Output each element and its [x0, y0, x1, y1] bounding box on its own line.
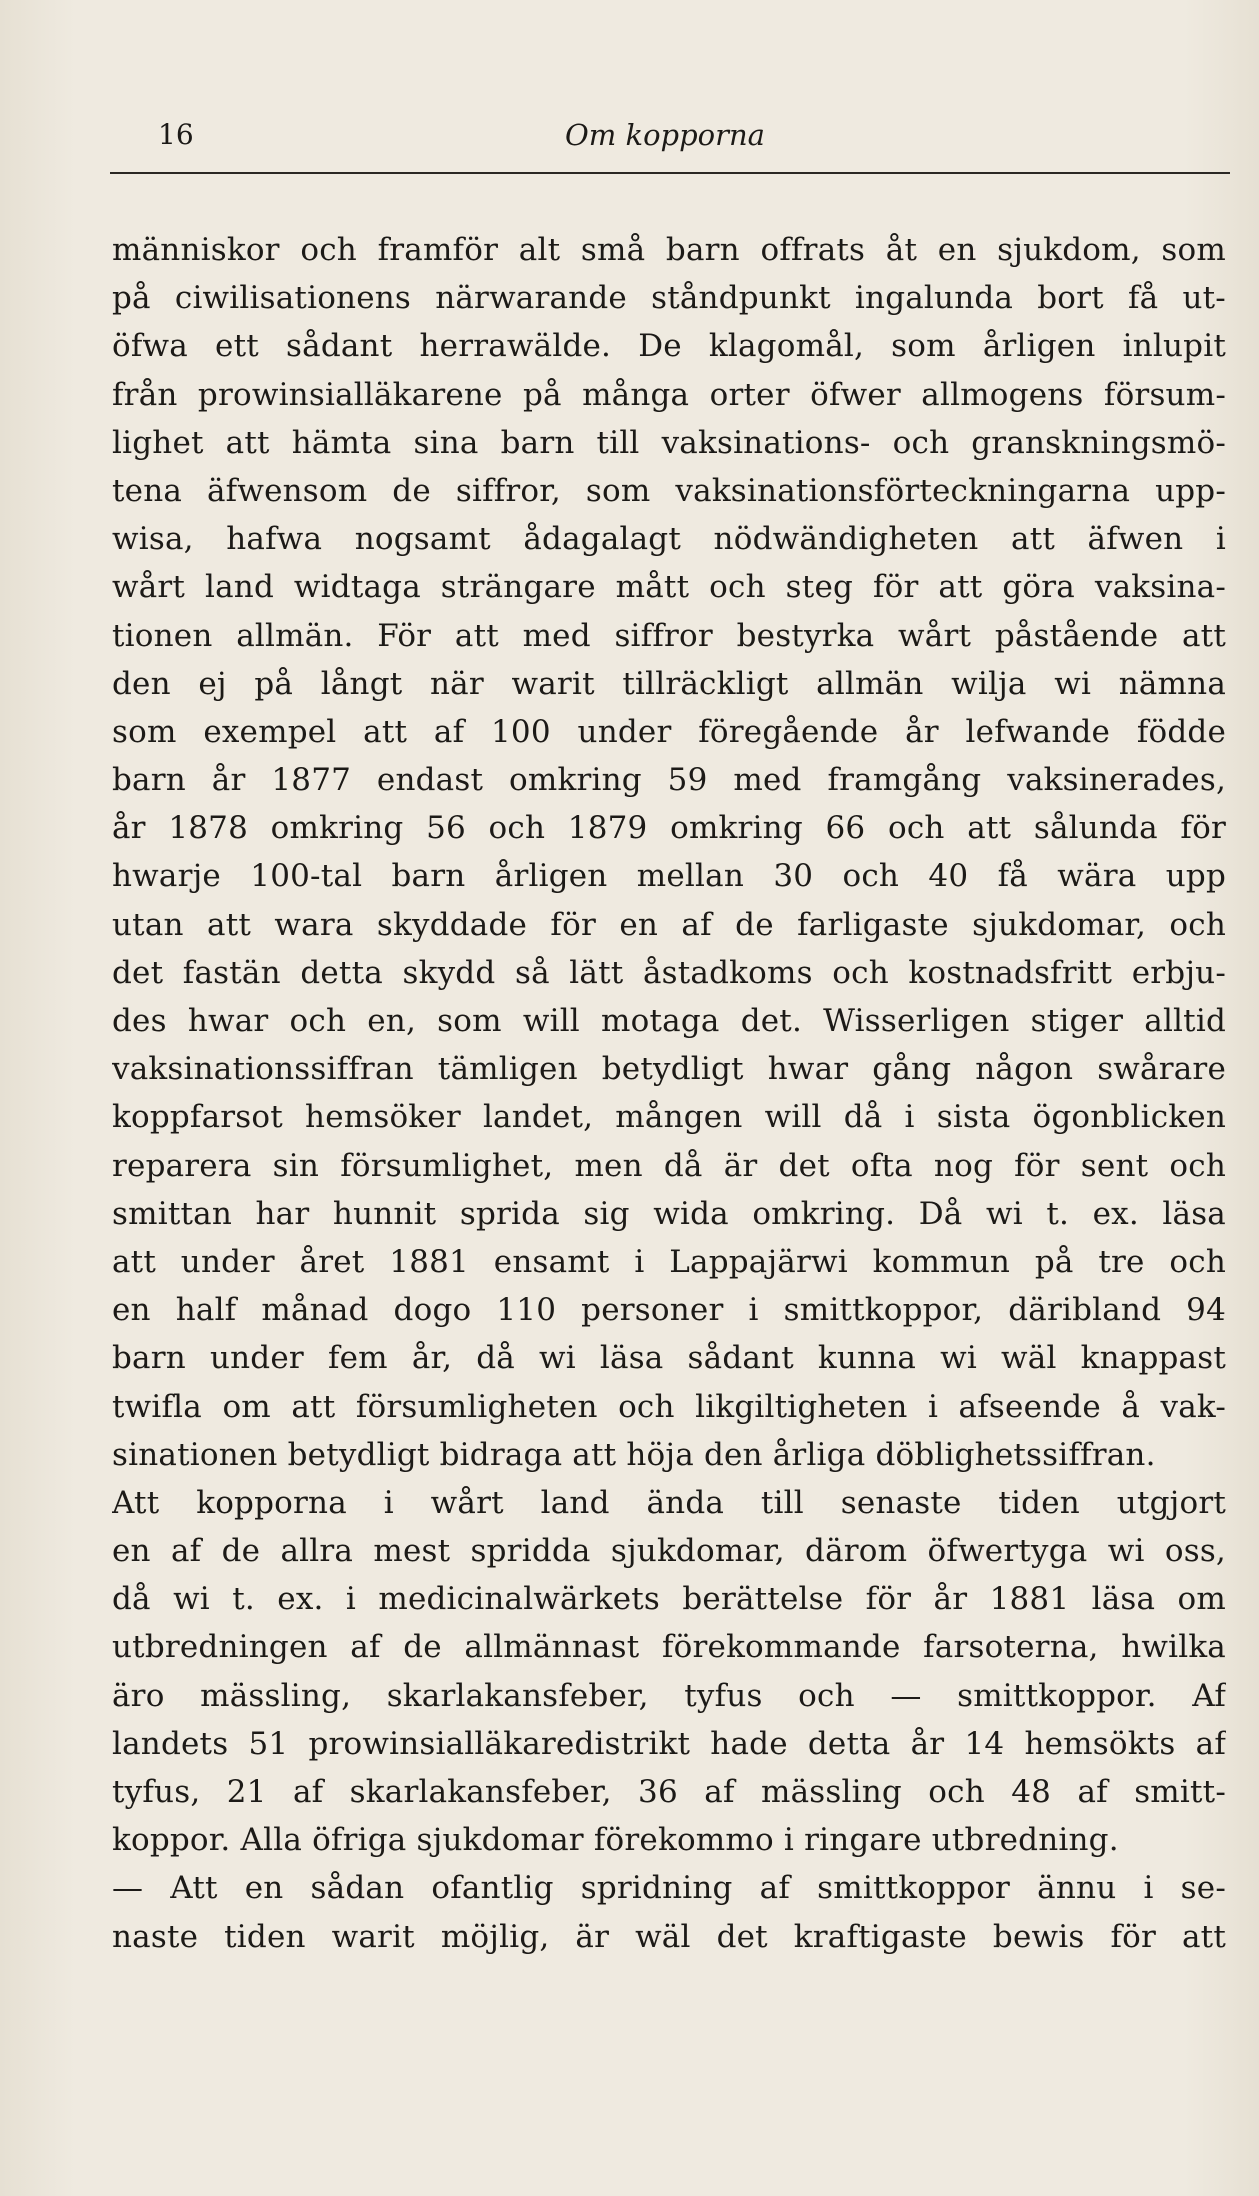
text-line: smittan har hunnit sprida sig wida omkring. Då wi t. ex. läsa [112, 1195, 1226, 1232]
text-line: hwarje 100-tal barn årligen mellan 30 och 40 få wära upp [112, 858, 1226, 895]
text-line: koppor. Alla öfriga sjukdomar förekommo i ringare utbredning. [112, 1822, 1119, 1859]
text-line: på ciwilisationens närwarande ståndpunkt ingalunda bort få ut- [112, 280, 1226, 317]
text-line: då wi t. ex. i medicinalwärkets berättelse för år 1881 läsa om [112, 1581, 1226, 1618]
text-line: Att kopporna i wårt land ända till senaste tiden utgjort [112, 1484, 1226, 1521]
text-line: äro mässling, skarlakansfeber, tyfus och — smittkoppor. Af [112, 1677, 1226, 1714]
text-line: år 1878 omkring 56 och 1879 omkring 66 och att sålunda för [112, 810, 1226, 847]
text-line: — Att en sådan ofantlig spridning af smittkoppor ännu i se- [112, 1870, 1226, 1907]
text-line: tionen allmän. För att med siffror bestyrka wårt påstående att [112, 617, 1226, 654]
text-line: tyfus, 21 af skarlakansfeber, 36 af mässling och 48 af smitt- [112, 1774, 1226, 1810]
running-title: Om kopporna [565, 118, 765, 152]
text-line: reparera sin försumlighet, men då är det ofta nog för sent och [112, 1147, 1226, 1184]
text-line: människor och framför alt små barn offrats åt en sjukdom, som [112, 232, 1226, 268]
text-line: des hwar och en, som will motaga det. Wisserligen stiger alltid [112, 1003, 1226, 1039]
text-line: öfwa ett sådant herrawälde. De klagomål, som årligen inlupit [112, 328, 1226, 365]
text-line: utbredningen af de allmännast förekommande farsoterna, hwilka [112, 1629, 1226, 1666]
text-line: tena äfwensom de siffror, som vaksinationsförteckningarna upp- [112, 472, 1226, 509]
text-line: att under året 1881 ensamt i Lappajärwi kommun på tre och [112, 1243, 1226, 1280]
text-line: twifla om att försumligheten och likgiltigheten i afseende å vak- [112, 1388, 1226, 1425]
text-line: landets 51 prowinsialläkaredistrikt hade detta år 14 hemsökts af [112, 1725, 1226, 1762]
text-line: den ej på långt när warit tillräckligt allmän wilja wi nämna [112, 665, 1226, 702]
text-line: som exempel att af 100 under föregående år lefwande födde [112, 713, 1226, 750]
text-line: det fastän detta skydd så lätt åstadkoms och kostnadsfritt erbju- [112, 954, 1226, 991]
text-line: från prowinsialläkarene på många orter öfwer allmogens försum- [112, 376, 1226, 413]
text-line: vaksinationssiffran tämligen betydligt hwar gång någon swårare [112, 1051, 1226, 1088]
text-line: sinationen betydligt bidraga att höja den årliga döblighetssiffran. [112, 1436, 1156, 1473]
running-head [110, 118, 1230, 168]
body-text [112, 226, 1226, 1961]
text-line: naste tiden warit möjlig, är wäl det kraftigaste bewis för att [112, 1918, 1226, 1955]
text-line: barn år 1877 endast omkring 59 med framgång vaksinerades, [112, 762, 1226, 799]
text-line: en af de allra mest spridda sjukdomar, därom öfwertyga wi oss, [112, 1533, 1226, 1570]
text-line: koppfarsot hemsöker landet, mången will då i sista ögonblicken [112, 1099, 1226, 1136]
text-line: barn under fem år, då wi läsa sådant kunna wi wäl knappast [112, 1340, 1226, 1377]
text-line: utan att wara skyddade för en af de farligaste sjukdomar, och [112, 906, 1226, 943]
header-rule [110, 172, 1230, 174]
page-number: 16 [158, 118, 194, 151]
text-line: wisa, hafwa nogsamt ådagalagt nödwändigheten att äfwen i [112, 521, 1226, 558]
text-line: en half månad dogo 110 personer i smittkoppor, däribland 94 [112, 1292, 1226, 1329]
text-line: wårt land widtaga strängare mått och steg för att göra vaksina- [112, 569, 1226, 606]
text-line: lighet att hämta sina barn till vaksinations- och granskningsmö- [112, 424, 1226, 461]
